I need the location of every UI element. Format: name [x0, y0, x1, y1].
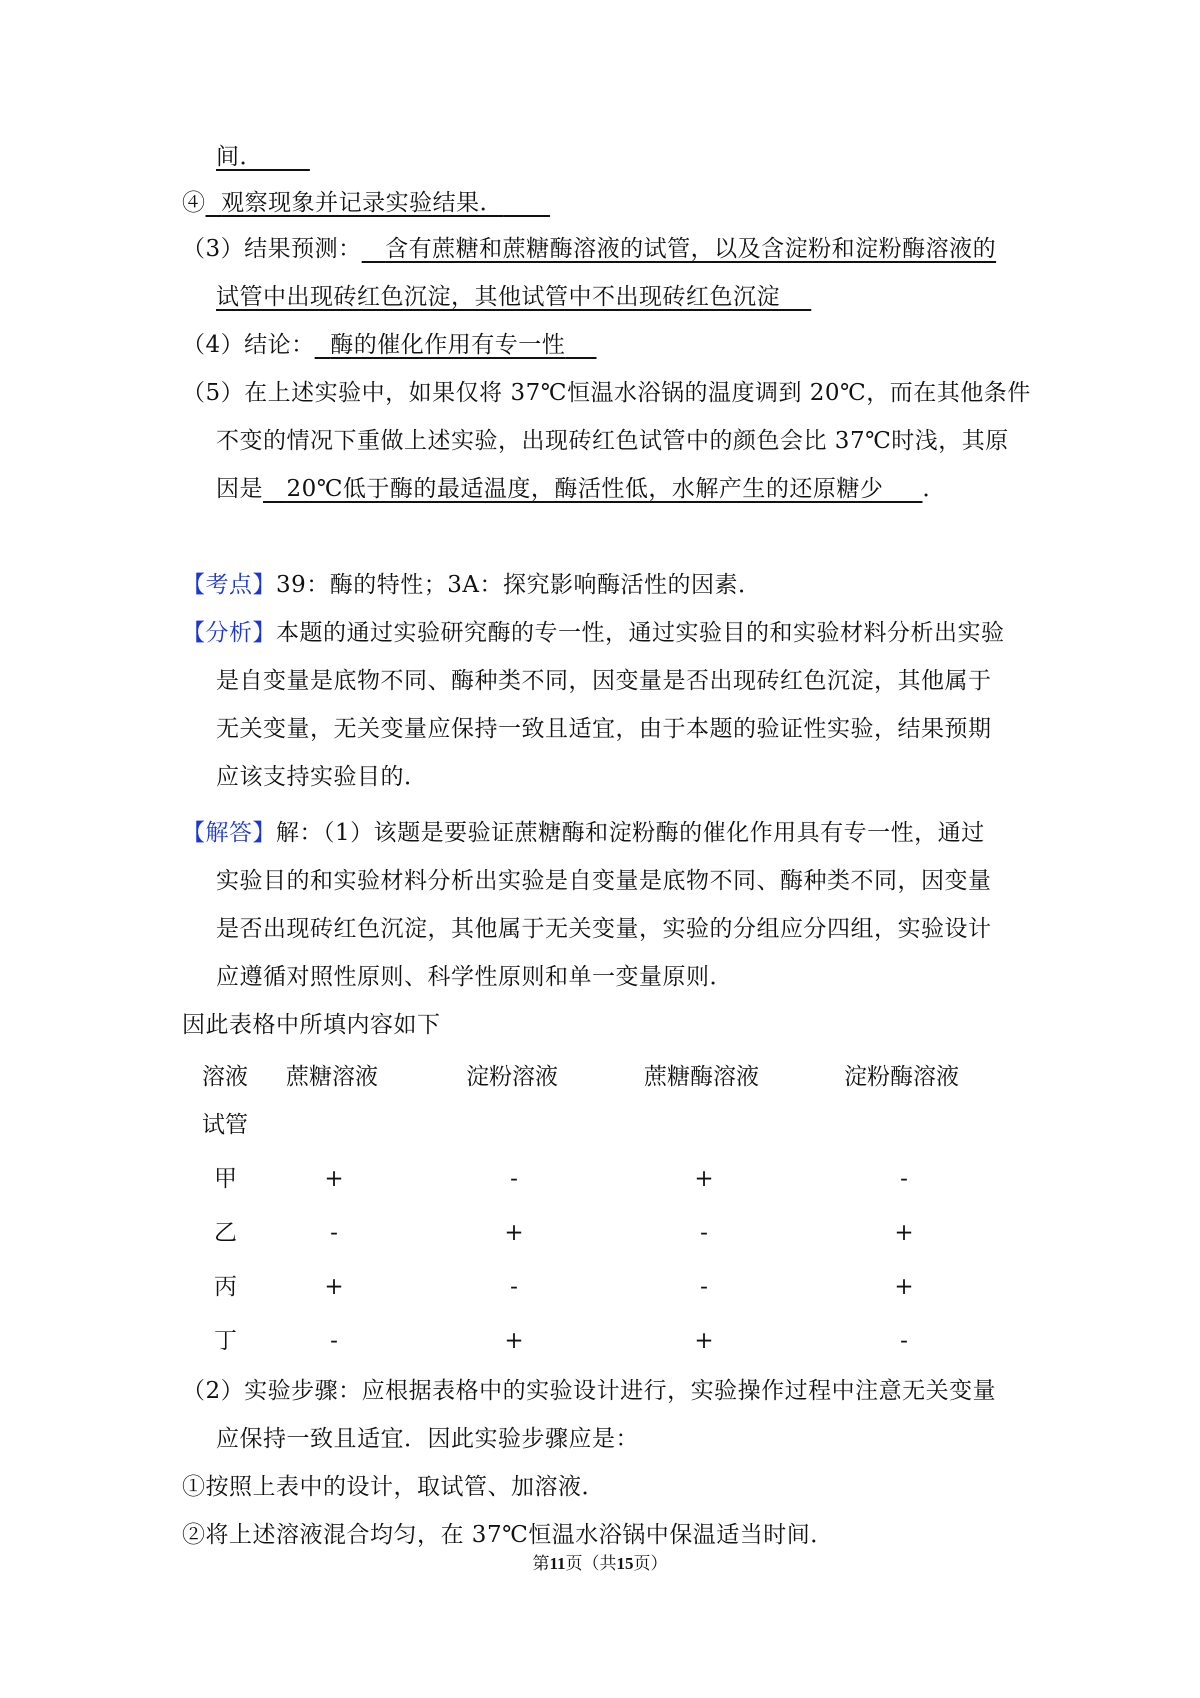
- table-header: 淀粉溶液: [466, 1064, 558, 1090]
- jieda-line-2: 实验目的和实验材料分析出实验是自变量是底物不同、酶种类不同，因变量: [216, 868, 992, 894]
- table-row-label: 丙: [214, 1274, 237, 1300]
- table-row-label: 丁: [214, 1328, 237, 1354]
- steps-line-1: （2）实验步骤：应根据表格中的实验设计进行，实验操作过程中注意无关变量: [182, 1378, 997, 1404]
- table-cell: +: [894, 1220, 914, 1246]
- table-cell: +: [324, 1166, 344, 1192]
- jieda-line-5: 因此表格中所填内容如下: [182, 1012, 441, 1038]
- jieda-line-1: 【解答】解：（1）该题是要验证蔗糖酶和淀粉酶的催化作用具有专一性，通过: [182, 820, 985, 846]
- table-row-label: 甲: [214, 1166, 237, 1192]
- table-cell: +: [504, 1220, 524, 1246]
- table-cell: -: [330, 1220, 338, 1246]
- table-corner-top: 溶液: [202, 1064, 248, 1090]
- answer-line-2: ④ 观察现象并记录实验结果．: [182, 190, 504, 216]
- current-page-number: 11: [549, 1554, 566, 1573]
- result-prediction-line-2: 试管中出现砖红色沉淀，其他试管中不出现砖红色沉淀: [216, 284, 780, 310]
- fenxi-tag: 【分析】: [182, 620, 276, 646]
- page-footer: 第11页（共15页）: [532, 1554, 668, 1574]
- table-cell: -: [330, 1328, 338, 1354]
- answer-line-1: 间．: [216, 144, 263, 170]
- table-cell: -: [510, 1274, 518, 1300]
- table-cell: -: [510, 1166, 518, 1192]
- question-5-line-1: （5）在上述实验中，如果仅将 37℃恒温水浴锅的温度调到 20℃，而在其他条件: [182, 380, 1031, 406]
- question-5-line-3: 因是 20℃低于酶的最适温度，酶活性低，水解产生的还原糖少 ．: [216, 476, 946, 502]
- table-header: 蔗糖酶溶液: [644, 1064, 759, 1090]
- table-cell: +: [694, 1328, 714, 1354]
- conclusion-line: （4）结论： 酶的催化作用有专一性: [182, 332, 566, 358]
- fenxi-line-3: 无关变量，无关变量应保持一致且适宜，由于本题的验证性实验，结果预期: [216, 716, 992, 742]
- table-row-label: 乙: [214, 1220, 237, 1246]
- jieda-line-3: 是否出现砖红色沉淀，其他属于无关变量，实验的分组应分四组，实验设计: [216, 916, 992, 942]
- fenxi-line-4: 应该支持实验目的．: [216, 764, 428, 790]
- steps-line-4: ②将上述溶液混合均匀，在 37℃恒温水浴锅中保温适当时间．: [182, 1522, 834, 1548]
- steps-line-3: ①按照上表中的设计，取试管、加溶液．: [182, 1474, 605, 1500]
- result-prediction-line-1: （3）结果预测： 含有蔗糖和蔗糖酶溶液的试管，以及含淀粉和淀粉酶溶液的: [182, 236, 997, 262]
- table-cell: +: [504, 1328, 524, 1354]
- table-cell: +: [694, 1166, 714, 1192]
- table-cell: -: [900, 1328, 908, 1354]
- table-header: 蔗糖溶液: [286, 1064, 378, 1090]
- kaodian-tag: 【考点】: [182, 572, 276, 598]
- kaodian-line: 【考点】39：酶的特性；3A：探究影响酶活性的因素．: [182, 572, 762, 598]
- table-cell: -: [700, 1274, 708, 1300]
- fenxi-line-2: 是自变量是底物不同、酶种类不同，因变量是否出现砖红色沉淀，其他属于: [216, 668, 992, 694]
- total-pages-number: 15: [616, 1554, 634, 1573]
- table-cell: -: [700, 1220, 708, 1246]
- jieda-tag: 【解答】: [182, 820, 276, 846]
- jieda-line-4: 应遵循对照性原则、科学性原则和单一变量原则．: [216, 964, 733, 990]
- table-header: 淀粉酶溶液: [844, 1064, 959, 1090]
- circled-four: ④: [182, 190, 206, 216]
- table-corner-bottom: 试管: [202, 1112, 248, 1138]
- question-5-line-2: 不变的情况下重做上述实验，出现砖红色试管中的颜色会比 37℃时浅，其原: [216, 428, 1009, 454]
- fenxi-line-1: 【分析】本题的通过实验研究酶的专一性，通过实验目的和实验材料分析出实验: [182, 620, 1005, 646]
- steps-line-2: 应保持一致且适宜．因此实验步骤应是：: [216, 1426, 639, 1452]
- table-cell: +: [324, 1274, 344, 1300]
- table-cell: -: [900, 1166, 908, 1192]
- table-cell: +: [894, 1274, 914, 1300]
